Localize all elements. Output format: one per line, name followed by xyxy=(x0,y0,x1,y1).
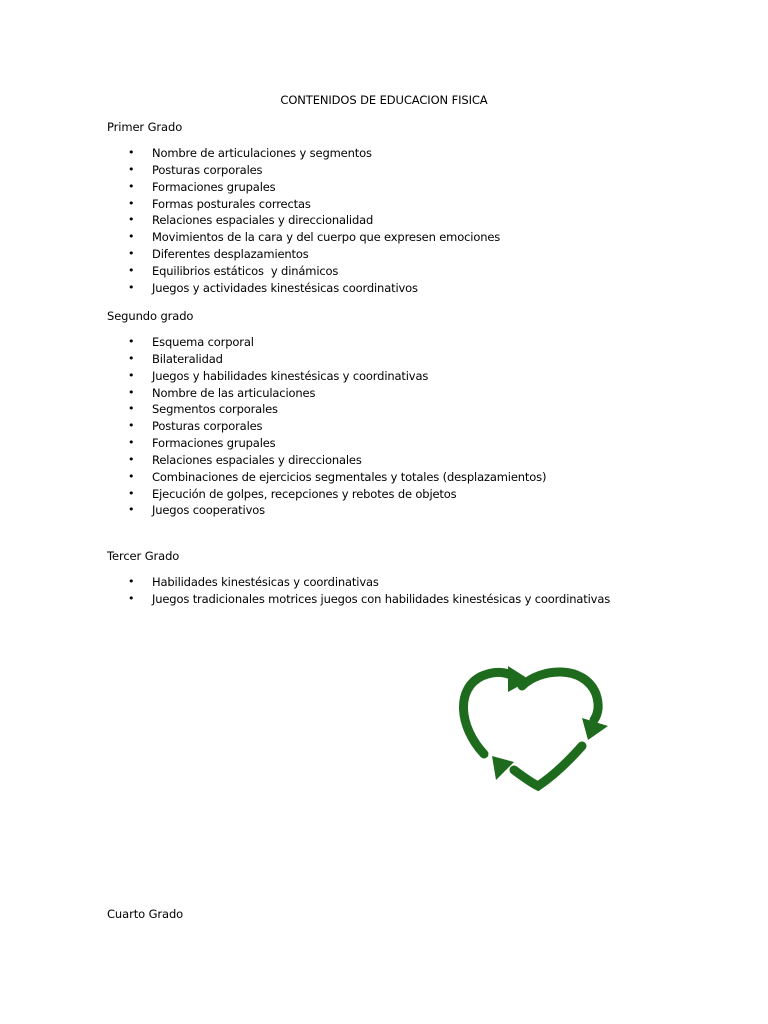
list-item-text: Posturas corporales xyxy=(152,162,263,177)
recycle-heart-icon xyxy=(452,656,612,796)
list-item-text: Posturas corporales xyxy=(152,419,263,434)
bullet-icon: • xyxy=(128,419,135,433)
list-item xyxy=(0,179,500,196)
bullet-icon: • xyxy=(128,335,135,348)
bullet-icon: • xyxy=(128,247,135,261)
list-item-text: Bilateralidad xyxy=(152,351,223,366)
bullet-icon: • xyxy=(128,196,135,210)
bullet-list-tercer-grado xyxy=(0,574,610,608)
bullet-list-segundo-grado xyxy=(0,334,546,519)
list-item xyxy=(0,280,500,297)
list-item-text: Formas posturales correctas xyxy=(152,196,311,211)
list-item-text: Combinaciones de ejercicios segmentales y totales (desplazamientos) xyxy=(152,469,547,484)
list-item-text: Formaciones grupales xyxy=(152,436,276,451)
list-item xyxy=(0,418,546,435)
list-item xyxy=(0,351,546,368)
bullet-icon: • xyxy=(128,368,135,382)
bullet-icon: • xyxy=(128,230,135,244)
bullet-icon: • xyxy=(128,486,135,500)
list-item-text: Esquema corporal xyxy=(152,335,254,349)
list-item xyxy=(0,486,546,503)
bullet-icon: • xyxy=(128,575,135,588)
heart-top-right-arc xyxy=(522,672,598,720)
bullet-icon: • xyxy=(128,179,135,193)
section-heading-primer-grado: Primer Grado xyxy=(107,120,183,134)
bullet-icon: • xyxy=(128,162,135,176)
list-item-text: Nombre de las articulaciones xyxy=(152,385,316,400)
bullet-icon: • xyxy=(128,436,135,450)
bullet-icon: • xyxy=(128,351,135,365)
bullet-list-primer-grado xyxy=(0,145,500,297)
bullet-icon: • xyxy=(128,591,135,605)
list-item xyxy=(0,162,500,179)
list-item xyxy=(0,246,500,263)
bullet-icon: • xyxy=(128,263,135,277)
list-item-text: Juegos tradicionales motrices juegos con habilidades kinestésicas y coordinativas xyxy=(152,591,611,606)
list-item xyxy=(0,212,500,229)
list-item xyxy=(0,401,546,418)
list-item xyxy=(0,229,500,246)
list-item xyxy=(0,334,546,351)
bullet-icon: • xyxy=(128,280,135,294)
list-item xyxy=(0,469,546,486)
list-item-text: Relaciones espaciales y direccionalidad xyxy=(152,213,374,228)
list-item xyxy=(0,591,610,608)
section-heading-tercer-grado: Tercer Grado xyxy=(107,549,180,563)
heart-bottom-right-arc xyxy=(514,746,582,786)
list-item-text: Juegos y habilidades kinestésicas y coordinativas xyxy=(152,368,429,383)
list-item-text: Habilidades kinestésicas y coordinativas xyxy=(152,575,379,589)
list-item-text: Juegos cooperativos xyxy=(152,503,265,518)
list-item xyxy=(0,368,546,385)
list-item-text: Ejecución de golpes, recepciones y rebotes de objetos xyxy=(152,486,457,501)
list-item-text: Juegos y actividades kinestésicas coordinativos xyxy=(152,280,418,295)
list-item xyxy=(0,452,546,469)
list-item xyxy=(0,502,546,519)
list-item-text: Movimientos de la cara y del cuerpo que expresen emociones xyxy=(152,230,501,245)
list-item-text: Relaciones espaciales y direccionales xyxy=(152,452,362,467)
list-item-text: Nombre de articulaciones y segmentos xyxy=(152,146,372,160)
bullet-icon: • xyxy=(128,402,135,416)
bullet-icon: • xyxy=(128,213,135,227)
section-heading-cuarto-grado: Cuarto Grado xyxy=(107,907,184,921)
bullet-icon: • xyxy=(128,469,135,483)
document-title: CONTENIDOS DE EDUCACION FISICA xyxy=(280,93,488,107)
bullet-icon: • xyxy=(128,503,135,517)
list-item-text: Formaciones grupales xyxy=(152,179,276,194)
list-item xyxy=(0,196,500,213)
section-heading-segundo-grado: Segundo grado xyxy=(107,309,194,323)
list-item-text: Segmentos corporales xyxy=(152,402,278,417)
list-item xyxy=(0,145,500,162)
bullet-icon: • xyxy=(128,146,135,159)
list-item xyxy=(0,435,546,452)
list-item-text: Diferentes desplazamientos xyxy=(152,247,309,262)
list-item xyxy=(0,385,546,402)
list-item xyxy=(0,263,500,280)
list-item-text: Equilibrios estáticos y dinámicos xyxy=(152,263,339,278)
list-item xyxy=(0,574,610,591)
bullet-icon: • xyxy=(128,385,135,399)
bullet-icon: • xyxy=(128,452,135,466)
